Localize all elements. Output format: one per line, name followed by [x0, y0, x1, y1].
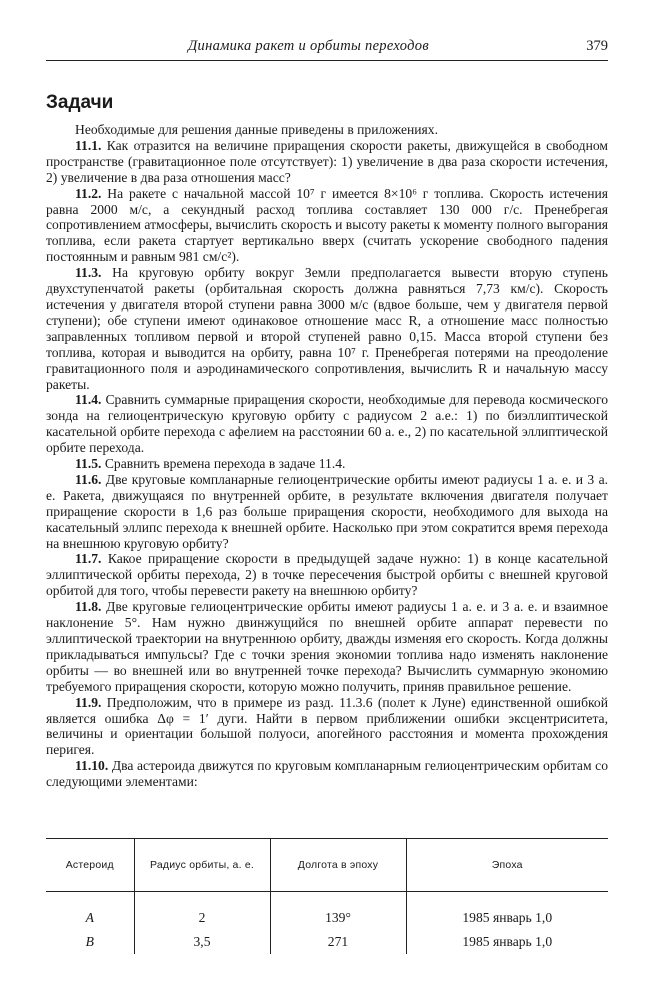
problem-number: 11.6. — [75, 471, 102, 487]
problem-text: На круговую орбиту вокруг Земли предполагается вывести вторую ступень двухступенчатой ракеты (орбитальная скорость должна равняться 7,73 км/с). Скорость истечения у двигателя второй ступени равна 3000 м/с (вдвое больше, чем у двигателя первой ступени); обе ступени имеют одинаковое отношение масс R, а отношение масс полностью заправленных топливом первой и второй ступеней равно 0,15. Масса второй ступени без топлива, которая и выводится на орбиту, равна 10⁷ г. Пренебрегая потерями на преодоление гравитационного поля и аэродинамического сопротивления, вычислить R и начальную массу ракеты. — [46, 265, 608, 392]
table-header-row — [46, 839, 608, 892]
problem-text: Две круговые гелиоцентрические орбиты имеют радиусы 1 а. е. и 3 а. е. и взаимное наклонение 5°. Нам нужно двинжущийся по внешней орбите аппарат перевести по эллиптической траектории на внутреннюю орбиту, дважды изменяя его скорость. Когда должны прикладываться импульсы? Где с точки зрения экономии топлива надо изменять наклонение орбиты — во внешней или во внутренней точке перехода? Вычислить суммарную экономию требуемого приращения скорости, которую можно получить, приняв правильное решение. — [46, 599, 608, 694]
running-title: Динамика ракет и орбиты переходов — [188, 38, 429, 54]
problem-text: Как отразится на величине приращения скорости ракеты, движущейся в свободном пространстве (гравитационное поле отсутствует): 1) увеличение в два раза скорости истечения, 2) увеличение в два раза отношения масс? — [46, 137, 608, 185]
problem-list — [46, 122, 608, 790]
page-number: 379 — [586, 38, 608, 54]
problem-text: Необходимые для решения данные приведены в приложениях. — [75, 122, 438, 137]
problem-paragraph — [46, 138, 608, 186]
problem-text: Сравнить времена перехода в задаче 11.4. — [104, 456, 346, 472]
problem-number: 11.7. — [75, 551, 102, 567]
problem-paragraph — [46, 599, 608, 694]
problem-number: 11.3. — [75, 265, 102, 281]
problem-text: Какое приращение скорости в предыдущей задаче нужно: 1) в конце касательной эллиптической орбиты перехода, 2) в точке пересечения быстрой орбиты с внешней круговой орбитой для того, чтобы перевести ракету на внешнюю орбиту? — [46, 551, 608, 599]
problem-text: Сравнить суммарные приращения скорости, необходимые для перевода космического зонда на гелиоцентрическую круговую орбиту с радиусом 2 а.е.: 1) по биэллиптической касательной орбите перехода с афелием на расстоянии 60 а. е., 2) по касательной эллиптической орбите перехода. — [46, 392, 608, 456]
problem-text: Две круговые компланарные гелиоцентрические орбиты имеют радиусы 1 а. е. и 3 а. е. Ракета, движущаяся по внутренней орбите, в результате включения двигателя получает приращение скорости в 1,6 раз больше приращения скорости, необходимого для выхода на касательный эллипс перехода к внешней орбите. Насколько при этом сократится время перехода на внешнюю круговую орбиту? — [46, 471, 609, 551]
column-header-longitude: Долгота в эпоху — [270, 839, 406, 892]
column-header-radius: Радиус орбиты, а. е. — [134, 839, 270, 892]
problem-paragraph — [46, 186, 608, 266]
section-title: Задачи — [46, 92, 114, 113]
orbit-radius: 2 — [134, 892, 270, 931]
problem-number: 11.5. — [75, 456, 102, 472]
problem-paragraph — [46, 758, 608, 790]
column-header-epoch: Эпоха — [406, 839, 608, 892]
table-row — [46, 892, 608, 931]
asteroid-table — [46, 838, 608, 954]
problem-number: 11.8. — [75, 599, 102, 615]
asteroid-name: B — [46, 930, 134, 954]
asteroid-name: A — [46, 892, 134, 931]
problem-text: Предположим, что в примере из разд. 11.3.6 (полет к Луне) единственной ошибкой является ошибка Δφ = 1′ дуги. Найти в первом приближении ошибки эксцентриситета, величины и ориентации большой полуоси, апогейного расстояния и момента прохождения перигея. — [46, 694, 608, 758]
running-header — [46, 38, 608, 61]
problem-number: 11.4. — [75, 392, 102, 408]
problem-text: Два астероида движутся по круговым компланарным гелиоцентрическим орбитам со следующими элементами: — [46, 758, 609, 790]
problem-number: 11.10. — [75, 758, 109, 774]
problem-paragraph — [46, 456, 608, 472]
problem-paragraph — [46, 551, 608, 599]
column-header-asteroid: Астероид — [46, 839, 134, 892]
problem-paragraph — [46, 472, 608, 552]
problem-number: 11.9. — [75, 694, 102, 710]
problem-paragraph — [46, 695, 608, 759]
table-row — [46, 930, 608, 954]
epoch-longitude: 139° — [270, 892, 406, 931]
problem-number: 11.1. — [75, 137, 102, 153]
intro-paragraph — [46, 122, 608, 138]
epoch: 1985 январь 1,0 — [462, 910, 553, 925]
epoch-longitude: 271 — [270, 930, 406, 954]
problem-text: На ракете с начальной массой 10⁷ г имеется 8×10⁶ г топлива. Скорость истечения равна 2000 м/с, а секундный расход топлива составляет 130 000 г/с. Пренебрегая сопротивлением атмосферы, вычислить скорость и высоту ракеты к моменту полного выгорания топлива, если ракета стартует вертикально вверх (считать ускорение свободного падения постоянным и равным 981 см/с²). — [46, 185, 608, 265]
epoch: 1985 январь 1,0 — [462, 934, 553, 949]
orbit-radius: 3,5 — [134, 930, 270, 954]
problem-paragraph — [46, 265, 608, 392]
problem-number: 11.2. — [75, 185, 102, 201]
problem-paragraph — [46, 392, 608, 456]
